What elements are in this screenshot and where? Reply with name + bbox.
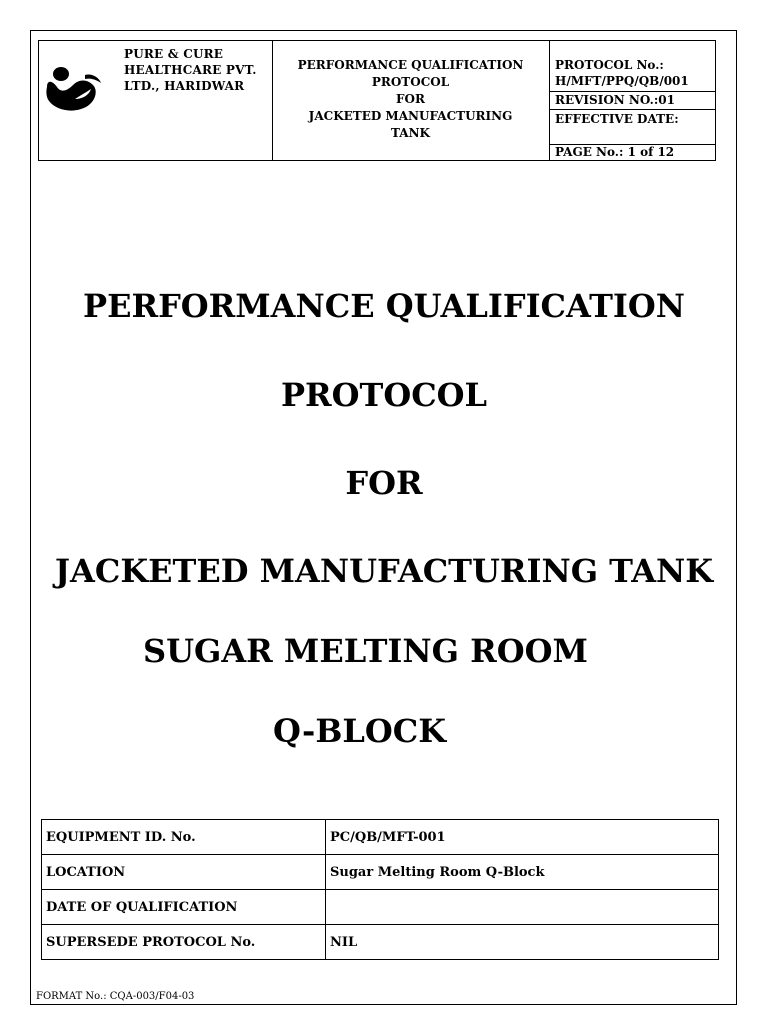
table-row bbox=[42, 855, 719, 890]
equipment-id-label: EQUIPMENT ID. No. bbox=[42, 820, 326, 855]
header-company-cell bbox=[39, 41, 273, 160]
header-title-cell bbox=[272, 41, 550, 160]
header-title-line-2: PROTOCOL bbox=[371, 75, 450, 89]
equipment-info-table bbox=[41, 819, 719, 960]
title-line-3: FOR bbox=[345, 464, 423, 502]
protocol-number-value: H/MFT/PPQ/QB/001 bbox=[555, 74, 689, 88]
header-title-line-4: JACKETED MANUFACTURING bbox=[308, 109, 513, 123]
title-line-5: SUGAR MELTING ROOM bbox=[143, 632, 588, 670]
table-row bbox=[42, 820, 719, 855]
header-meta-cell bbox=[550, 41, 716, 160]
title-line-4: JACKETED MANUFACTURING TANK bbox=[54, 552, 714, 590]
qualification-date-value bbox=[326, 890, 719, 925]
revision-number: REVISION NO.:01 bbox=[550, 92, 716, 110]
company-line-1: PURE & CURE bbox=[124, 47, 224, 61]
location-value: Sugar Melting Room Q-Block bbox=[326, 855, 719, 890]
effective-date: EFFECTIVE DATE: bbox=[550, 110, 716, 145]
protocol-number-label: PROTOCOL No.: bbox=[555, 58, 664, 72]
title-line-1: PERFORMANCE QUALIFICATION bbox=[83, 287, 685, 325]
header-title-line-3: FOR bbox=[396, 92, 425, 106]
protocol-number bbox=[550, 41, 716, 92]
header-title-line-5: TANK bbox=[391, 126, 430, 140]
page-number: PAGE No.: 1 of 12 bbox=[555, 145, 675, 159]
table-row bbox=[42, 925, 719, 960]
document-header bbox=[38, 40, 716, 161]
qualification-date-label: DATE OF QUALIFICATION bbox=[42, 890, 326, 925]
title-line-2: PROTOCOL bbox=[280, 376, 488, 414]
format-number: FORMAT No.: CQA-003/F04-03 bbox=[36, 991, 195, 1002]
company-logo-icon bbox=[45, 65, 103, 119]
location-label: LOCATION bbox=[42, 855, 326, 890]
supersede-protocol-value: NIL bbox=[326, 925, 719, 960]
header-title-line-1: PERFORMANCE QUALIFICATION bbox=[297, 58, 524, 72]
header-doc-title bbox=[272, 57, 549, 142]
company-line-2: HEALTHCARE PVT. bbox=[124, 63, 257, 77]
table-row bbox=[42, 890, 719, 925]
company-line-3: LTD., HARIDWAR bbox=[124, 79, 245, 93]
title-line-6: Q-BLOCK bbox=[273, 712, 447, 750]
supersede-protocol-label: SUPERSEDE PROTOCOL No. bbox=[42, 925, 326, 960]
equipment-id-value: PC/QB/MFT-001 bbox=[326, 820, 719, 855]
company-name bbox=[124, 46, 257, 94]
